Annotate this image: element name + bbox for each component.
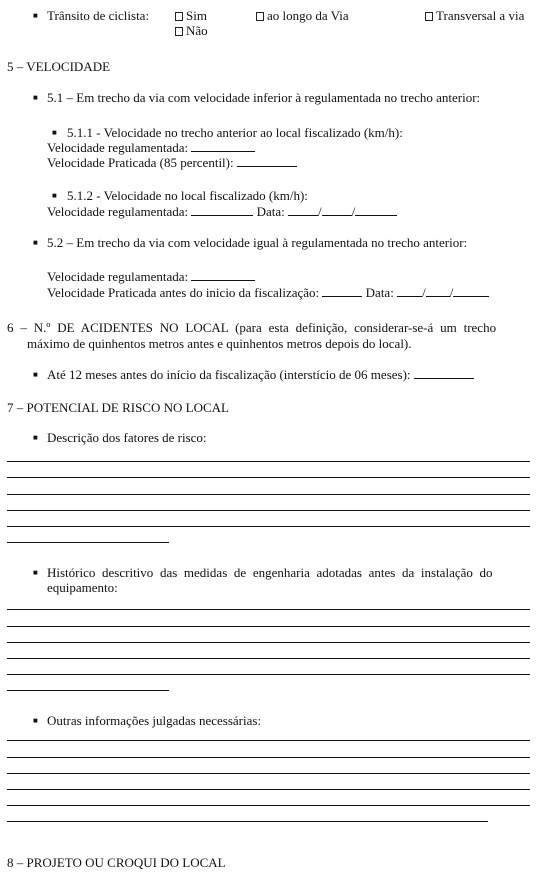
bullet: ■ — [52, 191, 57, 200]
vel-prat-antes: Velocidade Praticada antes do inicio da fiscalização: Data: / / — [47, 285, 489, 300]
answer-line[interactable] — [7, 542, 169, 543]
answer-line[interactable] — [7, 658, 530, 659]
answer-line[interactable] — [7, 526, 530, 527]
answer-line[interactable] — [7, 805, 530, 806]
date-month-field[interactable] — [322, 204, 352, 216]
vel-reg-52: Velocidade regulamentada: — [47, 269, 255, 284]
acidentes-item: Até 12 meses antes do início da fiscalização (interstício de 06 meses): — [47, 367, 474, 382]
date-month-field[interactable] — [426, 285, 450, 297]
item-5-1: 5.1 – Em trecho da via com velocidade inferior à regulamentada no trecho anterior: — [47, 90, 481, 105]
checkbox-sim[interactable]: Sim — [175, 8, 207, 23]
vel-prat85-field[interactable] — [237, 155, 297, 167]
bullet: ■ — [33, 433, 38, 442]
answer-line[interactable] — [7, 626, 530, 627]
vel-reg-511-field[interactable] — [191, 140, 255, 152]
vel-prat85: Velocidade Praticada (85 percentil): — [47, 155, 297, 170]
vel-reg-512-field[interactable] — [191, 204, 253, 216]
outras-info-label: Outras informações julgadas necessárias: — [47, 713, 262, 728]
acidentes-field[interactable] — [414, 367, 474, 379]
section-7-heading: 7 – POTENCIAL DE RISCO NO LOCAL — [7, 400, 229, 415]
answer-line[interactable] — [7, 740, 530, 741]
answer-line[interactable] — [7, 461, 530, 462]
section-8-heading: 8 – PROJETO OU CROQUI DO LOCAL — [7, 855, 226, 870]
date-day-field[interactable] — [288, 204, 318, 216]
vel-reg-512: Velocidade regulamentada: Data: / / — [47, 204, 397, 219]
fatores-risco-label: Descrição dos fatores de risco: — [47, 430, 207, 445]
vel-prat-antes-field[interactable] — [322, 285, 362, 297]
bullet: ■ — [33, 716, 38, 725]
checkbox-icon — [256, 12, 264, 21]
bullet: ■ — [52, 128, 57, 137]
item-5-2: 5.2 – Em trecho da via com velocidade igual à regulamentada no trecho anterior: — [47, 235, 468, 250]
answer-line[interactable] — [7, 609, 530, 610]
checkbox-nao[interactable]: Não — [175, 23, 208, 38]
answer-line[interactable] — [7, 674, 530, 675]
checkbox-transversal[interactable]: Transversal a via — [425, 8, 524, 23]
answer-line[interactable] — [7, 757, 530, 758]
checkbox-icon — [175, 27, 183, 36]
bullet: ■ — [33, 93, 38, 102]
section-6-heading: 6 – N.º DE ACIDENTES NO LOCAL (para esta definição, considerar-se-á um trecho — [7, 320, 497, 335]
date-day-field[interactable] — [397, 285, 422, 297]
checkbox-icon — [425, 12, 433, 21]
answer-line[interactable] — [7, 477, 530, 478]
answer-line[interactable] — [7, 789, 530, 790]
bullet: ■ — [33, 568, 38, 577]
answer-line[interactable] — [7, 510, 530, 511]
vel-reg-52-field[interactable] — [191, 269, 255, 281]
item-5-1-2: 5.1.2 - Velocidade no local fiscalizado (km/h): — [67, 188, 308, 203]
answer-line[interactable] — [7, 642, 530, 643]
checkbox-ao-longo[interactable]: ao longo da Via — [256, 8, 349, 23]
vel-reg-511: Velocidade regulamentada: — [47, 140, 255, 155]
section-6-heading-cont: máximo de quinhentos metros antes e quinhentos metros depois do local). — [27, 336, 412, 351]
answer-line[interactable] — [7, 773, 530, 774]
bullet: ■ — [33, 11, 38, 20]
answer-line[interactable] — [7, 494, 530, 495]
checkbox-icon — [175, 12, 183, 21]
section-5-heading: 5 – VELOCIDADE — [7, 59, 111, 74]
bullet: ■ — [33, 370, 38, 379]
historico-label: Histórico descritivo das medidas de engenharia adotadas antes da instalação do — [47, 565, 493, 580]
date-year-field[interactable] — [355, 204, 397, 216]
date-year-field[interactable] — [453, 285, 489, 297]
answer-line[interactable] — [7, 821, 488, 822]
item-5-1-1: 5.1.1 - Velocidade no trecho anterior ao local fiscalizado (km/h): — [67, 125, 403, 140]
bullet: ■ — [33, 238, 38, 247]
historico-label-cont: equipamento: — [47, 580, 118, 595]
answer-line[interactable] — [7, 690, 169, 691]
ciclista-label: Trânsito de ciclista: — [47, 8, 150, 23]
